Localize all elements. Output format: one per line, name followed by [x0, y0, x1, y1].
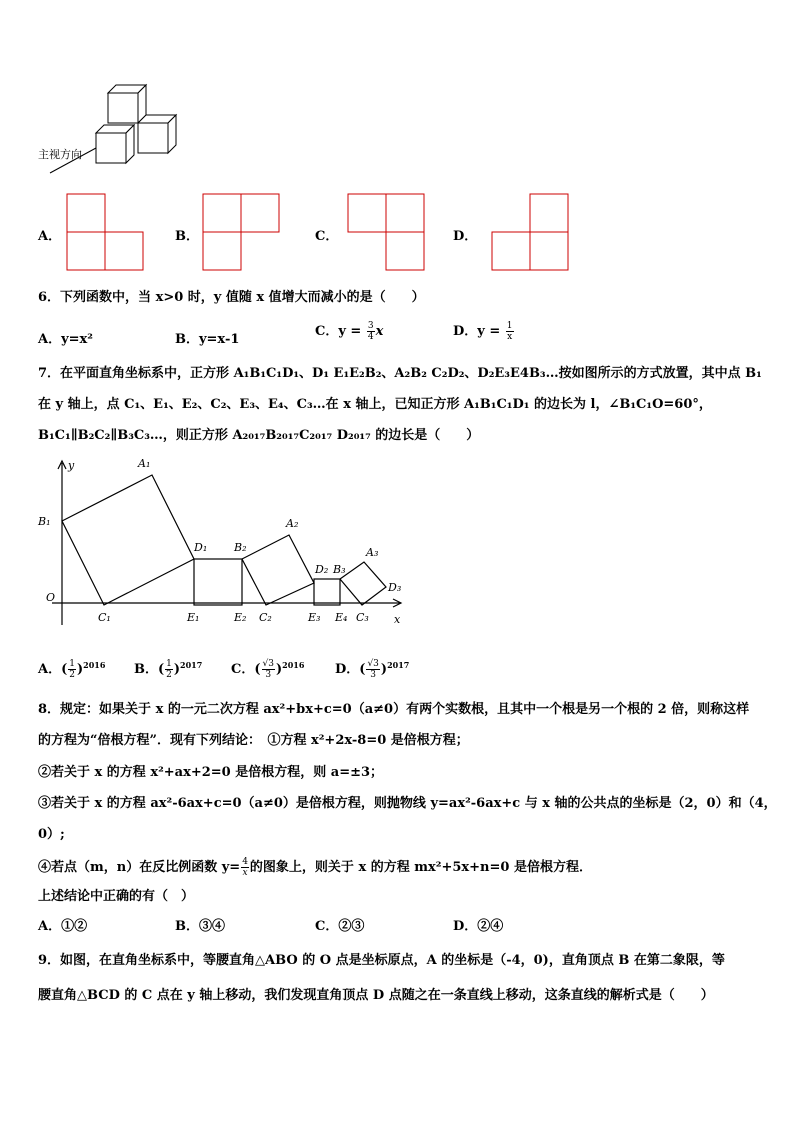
q5-option-b[interactable]: B． [175, 229, 199, 244]
q7-b-num: 1 [166, 659, 172, 669]
q7-c-label: C．( [231, 662, 261, 677]
q7-a-exp: 2016 [83, 660, 106, 670]
q6-option-d[interactable] [453, 320, 515, 342]
q8-line-1: 8．规定：如果关于 x 的一元二次方程 ax²+bx+c=0（a≠0）有两个实数根，且其中一个根是另一个根的 2 倍，则称这样 [38, 702, 750, 717]
fig-b1: B₁ [38, 515, 51, 528]
q5-option-d-figure [491, 193, 571, 271]
q7-c-den: 3 [265, 670, 272, 680]
q6-c-num: 3 [367, 321, 374, 331]
q8-line-2: 的方程为“倍根方程”．现有下列结论： ①方程 x²+2x-8=0 是倍根方程； [38, 733, 469, 748]
fig-e2: E₂ [234, 611, 247, 624]
q6-d-den: x [507, 332, 513, 342]
q6-option-c[interactable] [315, 320, 383, 342]
q6-option-b[interactable]: B．y=x-1 [175, 332, 240, 347]
q7-a-frac [68, 659, 76, 680]
q7-d-frac [366, 659, 379, 680]
q6-option-c-prefix: C．y = [315, 324, 362, 339]
q8-option-c[interactable]: C．②③ [315, 919, 365, 934]
fig-d3: D₃ [388, 581, 402, 594]
q5-option-a[interactable]: A． [38, 229, 62, 244]
fig-d2: D₂ [315, 563, 329, 576]
fig-a2: A₂ [286, 517, 299, 530]
q9-line-2: 腰直角△BCD 的 C 点在 y 轴上移动，我们发现直角顶点 D 点随之在一条直线上移动，这条直线的解析式是（ ） [38, 988, 714, 1003]
q5-option-d[interactable]: D． [453, 229, 478, 244]
q8-line-6-prefix: ④若点（m，n）在反比例函数 y= [38, 860, 241, 875]
q6-stem: 6．下列函数中，当 x>0 时，y 值随 x 值增大而减小的是（ ） [38, 290, 425, 305]
q7-line-3: B₁C₁∥B₂C₂∥B₃C₃…，则正方形 A₂₀₁₇B₂₀₁₇C₂₀₁₇ D₂₀₁₇ 的边长是（ ） [38, 428, 480, 443]
fig-b2: B₂ [234, 541, 247, 554]
q7-a-den: 2 [69, 670, 75, 680]
q7-c-exp: 2016 [282, 660, 305, 670]
fig-c3: C₃ [356, 611, 369, 624]
fig-o: O [46, 591, 56, 604]
q8-line-3: ②若关于 x 的方程 x²+ax+2=0 是倍根方程，则 a=±3； [38, 765, 384, 780]
q7-line-2: 在 y 轴上，点 C₁、E₁、E₂、C₂、E₃、E₄、C₃…在 x 轴上，已知正方形 A₁B₁C₁D₁ 的边长为 l，∠B₁C₁O=60°， [38, 397, 712, 412]
q7-line-1: 7．在平面直角坐标系中，正方形 A₁B₁C₁D₁、D₁ E₁E₂B₂、A₂B₂ C₂D₂、D₂E₃E4B₃…按如图所示的方式放置，其中点 B₁ [38, 366, 762, 381]
q7-b-den: 2 [166, 670, 172, 680]
q6-option-c-fraction [367, 321, 375, 342]
q7-option-b[interactable] [134, 658, 202, 680]
q7-a-label: A．( [38, 662, 68, 677]
q7-c-num: √3 [262, 659, 274, 669]
fig-y: y [68, 459, 75, 472]
q7-d-close: ) [380, 662, 388, 677]
q6-d-num: 1 [506, 321, 513, 331]
q8-line-6-den: x [242, 868, 248, 878]
direction-label: 主视方向 [38, 148, 82, 161]
fig-x: x [394, 613, 401, 626]
q8-line-6-frac [241, 857, 249, 878]
q7-b-label: B．( [134, 662, 165, 677]
fig-c2: C₂ [259, 611, 272, 624]
q6-option-a[interactable]: A．y=x² [38, 332, 93, 347]
q7-squares-figure [36, 455, 416, 635]
fig-d1: D₁ [194, 541, 208, 554]
q8-line-7: 上述结论中正确的有（ ） [38, 889, 195, 904]
q5-option-a-figure [66, 193, 146, 271]
fig-a1: A₁ [138, 457, 151, 470]
q6-option-d-prefix: D．y = [453, 324, 501, 339]
fig-e3: E₃ [308, 611, 321, 624]
q8-line-6-suffix: 的图象上，则关于 x 的方程 mx²+5x+n=0 是倍根方程． [249, 860, 592, 875]
q7-b-close: ) [173, 662, 181, 677]
q7-c-close: ) [275, 662, 283, 677]
q6-c-suffix: x [375, 324, 384, 339]
q9-line-1: 9．如图，在直角坐标系中，等腰直角△ABO 的 O 点是坐标原点，A 的坐标是（-4，0)，直角顶点 B 在第二象限，等 [38, 953, 725, 968]
q8-option-d[interactable]: D．②④ [453, 919, 504, 934]
fig-e1: E₁ [187, 611, 200, 624]
q7-option-d[interactable] [335, 658, 409, 680]
q7-option-c[interactable] [231, 658, 304, 680]
q7-option-a[interactable] [38, 658, 105, 680]
q5-option-b-figure [202, 193, 282, 271]
q7-c-frac [262, 659, 275, 680]
q8-line-6-num: 4 [242, 857, 248, 867]
q8-line-4: ③若关于 x 的方程 ax²-6ax+c=0（a≠0）是倍根方程，则抛物线 y=ax²-6ax+c 与 x 轴的公共点的坐标是（2，0）和（4， [38, 796, 777, 811]
q7-a-close: ) [76, 662, 84, 677]
q7-d-den: 3 [370, 670, 377, 680]
q7-a-num: 1 [69, 659, 75, 669]
q7-b-frac [165, 659, 173, 680]
fig-c1: C₁ [98, 611, 111, 624]
q6-option-d-fraction [506, 321, 514, 342]
q8-option-a[interactable]: A．①② [38, 919, 88, 934]
cube-figure [30, 78, 200, 188]
q8-line-6 [38, 857, 592, 878]
q8-option-b[interactable]: B．③④ [175, 919, 225, 934]
q8-line-5: 0）; [38, 827, 65, 842]
q7-b-exp: 2017 [180, 660, 203, 670]
q7-d-num: √3 [367, 659, 379, 669]
q5-option-c-figure [347, 193, 427, 271]
q7-d-exp: 2017 [387, 660, 410, 670]
q7-d-label: D．( [335, 662, 366, 677]
fig-a3: A₃ [366, 546, 379, 559]
fig-e4: E₄ [335, 611, 348, 624]
q6-c-den: 4 [367, 332, 374, 342]
q5-option-c[interactable]: C． [315, 229, 339, 244]
fig-b3: B₃ [333, 563, 346, 576]
